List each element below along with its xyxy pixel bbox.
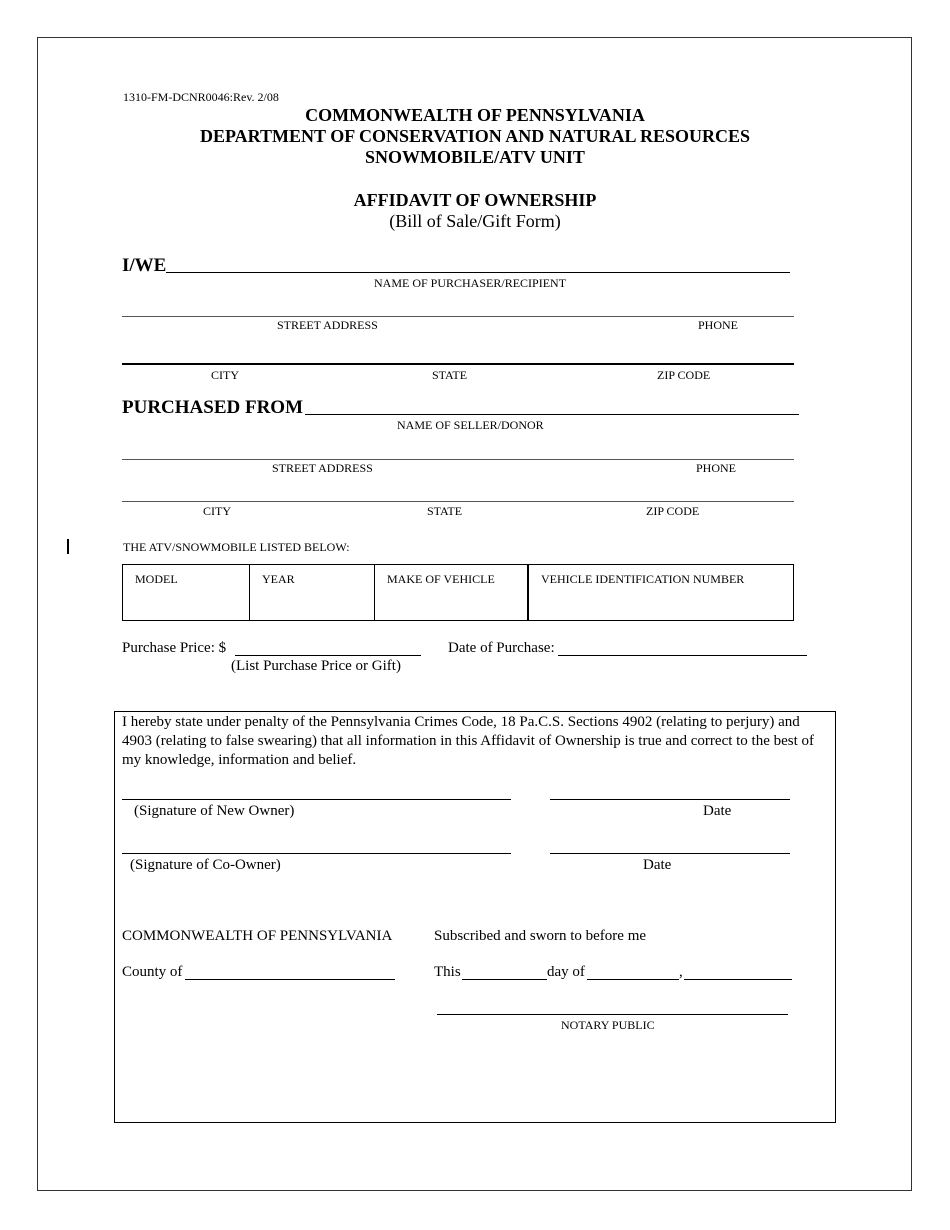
notary-signature-field[interactable] (437, 1014, 788, 1015)
vehicle-make-header: MAKE OF VEHICLE (387, 572, 495, 586)
seller-name-caption: NAME OF SELLER/DONOR (397, 418, 544, 432)
vehicle-vin-header: VEHICLE IDENTIFICATION NUMBER (541, 572, 745, 586)
seller-street-field[interactable] (122, 459, 794, 460)
seller-city-state-zip-field[interactable] (122, 501, 794, 502)
purchase-price-field[interactable] (235, 655, 421, 656)
purchaser-zip-caption: ZIP CODE (657, 368, 711, 382)
date-of-purchase-label: Date of Purchase: (448, 640, 555, 656)
header-line-3: SNOWMOBILE/ATV UNIT (365, 147, 585, 167)
affidavit-statement: I hereby state under penalty of the Pennsylvania Crimes Code, 18 Pa.C.S. Sections 4902 (relating to perjury) and 4903 (relating to false swearing) that all information in this Affidavit of Ownership is true and correct to the best of my knowledge, information and belief. (122, 714, 815, 768)
month-field[interactable] (587, 979, 679, 980)
purchaser-name-caption: NAME OF PURCHASER/RECIPIENT (374, 276, 567, 290)
vehicle-year-cell[interactable] (250, 565, 375, 620)
header-line-1: COMMONWEALTH OF PENNSYLVANIA (305, 105, 645, 125)
co-owner-date-caption: Date (643, 857, 672, 873)
header-line-2: DEPARTMENT OF CONSERVATION AND NATURAL RESOURCES (200, 126, 750, 146)
seller-state-caption: STATE (427, 504, 463, 518)
vehicle-table (122, 564, 794, 621)
purchaser-city-state-zip-field[interactable] (122, 363, 794, 365)
year-field[interactable] (684, 979, 792, 980)
purchaser-street-field[interactable] (122, 316, 794, 317)
county-field[interactable] (185, 979, 395, 980)
day-of-label: day of (547, 964, 585, 980)
seller-phone-caption: PHONE (696, 461, 737, 475)
purchaser-city-caption: CITY (211, 368, 239, 382)
affidavit-box (114, 711, 836, 1123)
purchaser-state-caption: STATE (432, 368, 468, 382)
seller-label: PURCHASED FROM (122, 397, 304, 418)
co-owner-date-field[interactable] (550, 853, 790, 854)
notary-commonwealth: COMMONWEALTH OF PENNSYLVANIA (122, 928, 393, 944)
vehicle-model-header: MODEL (135, 572, 178, 586)
seller-zip-caption: ZIP CODE (646, 504, 700, 518)
vehicle-year-header: YEAR (262, 572, 295, 586)
seller-street-caption: STREET ADDRESS (272, 461, 373, 475)
vehicle-intro: THE ATV/SNOWMOBILE LISTED BELOW: (123, 540, 350, 554)
co-owner-signature-field[interactable] (122, 853, 511, 854)
vehicle-model-cell[interactable] (123, 565, 250, 620)
purchase-price-note: (List Purchase Price or Gift) (231, 658, 401, 674)
new-owner-signature-field[interactable] (122, 799, 511, 800)
purchaser-street-caption: STREET ADDRESS (277, 318, 378, 332)
new-owner-signature-caption: (Signature of New Owner) (134, 803, 295, 819)
purchaser-name-field[interactable] (166, 272, 790, 273)
co-owner-signature-caption: (Signature of Co-Owner) (130, 857, 281, 873)
form-number: 1310-FM-DCNR0046:Rev. 2/08 (123, 90, 279, 104)
vehicle-make-cell[interactable] (375, 565, 529, 620)
county-label: County of (122, 964, 183, 980)
vehicle-vin-cell[interactable] (529, 565, 793, 620)
text-cursor (67, 539, 69, 554)
purchaser-label: I/WE (122, 255, 167, 276)
purchase-price-label: Purchase Price: $ (122, 640, 227, 656)
new-owner-date-field[interactable] (550, 799, 790, 800)
seller-name-field[interactable] (305, 414, 799, 415)
form-subtitle: (Bill of Sale/Gift Form) (389, 211, 561, 231)
date-of-purchase-field[interactable] (558, 655, 807, 656)
notary-sworn-text: Subscribed and sworn to before me (434, 928, 647, 944)
notary-public-caption: NOTARY PUBLIC (561, 1018, 655, 1032)
seller-city-caption: CITY (203, 504, 231, 518)
purchaser-phone-caption: PHONE (698, 318, 739, 332)
day-number-field[interactable] (462, 979, 547, 980)
new-owner-date-caption: Date (703, 803, 732, 819)
date-comma: , (679, 964, 683, 980)
this-label: This (434, 964, 461, 980)
form-title: AFFIDAVIT OF OWNERSHIP (353, 190, 597, 210)
